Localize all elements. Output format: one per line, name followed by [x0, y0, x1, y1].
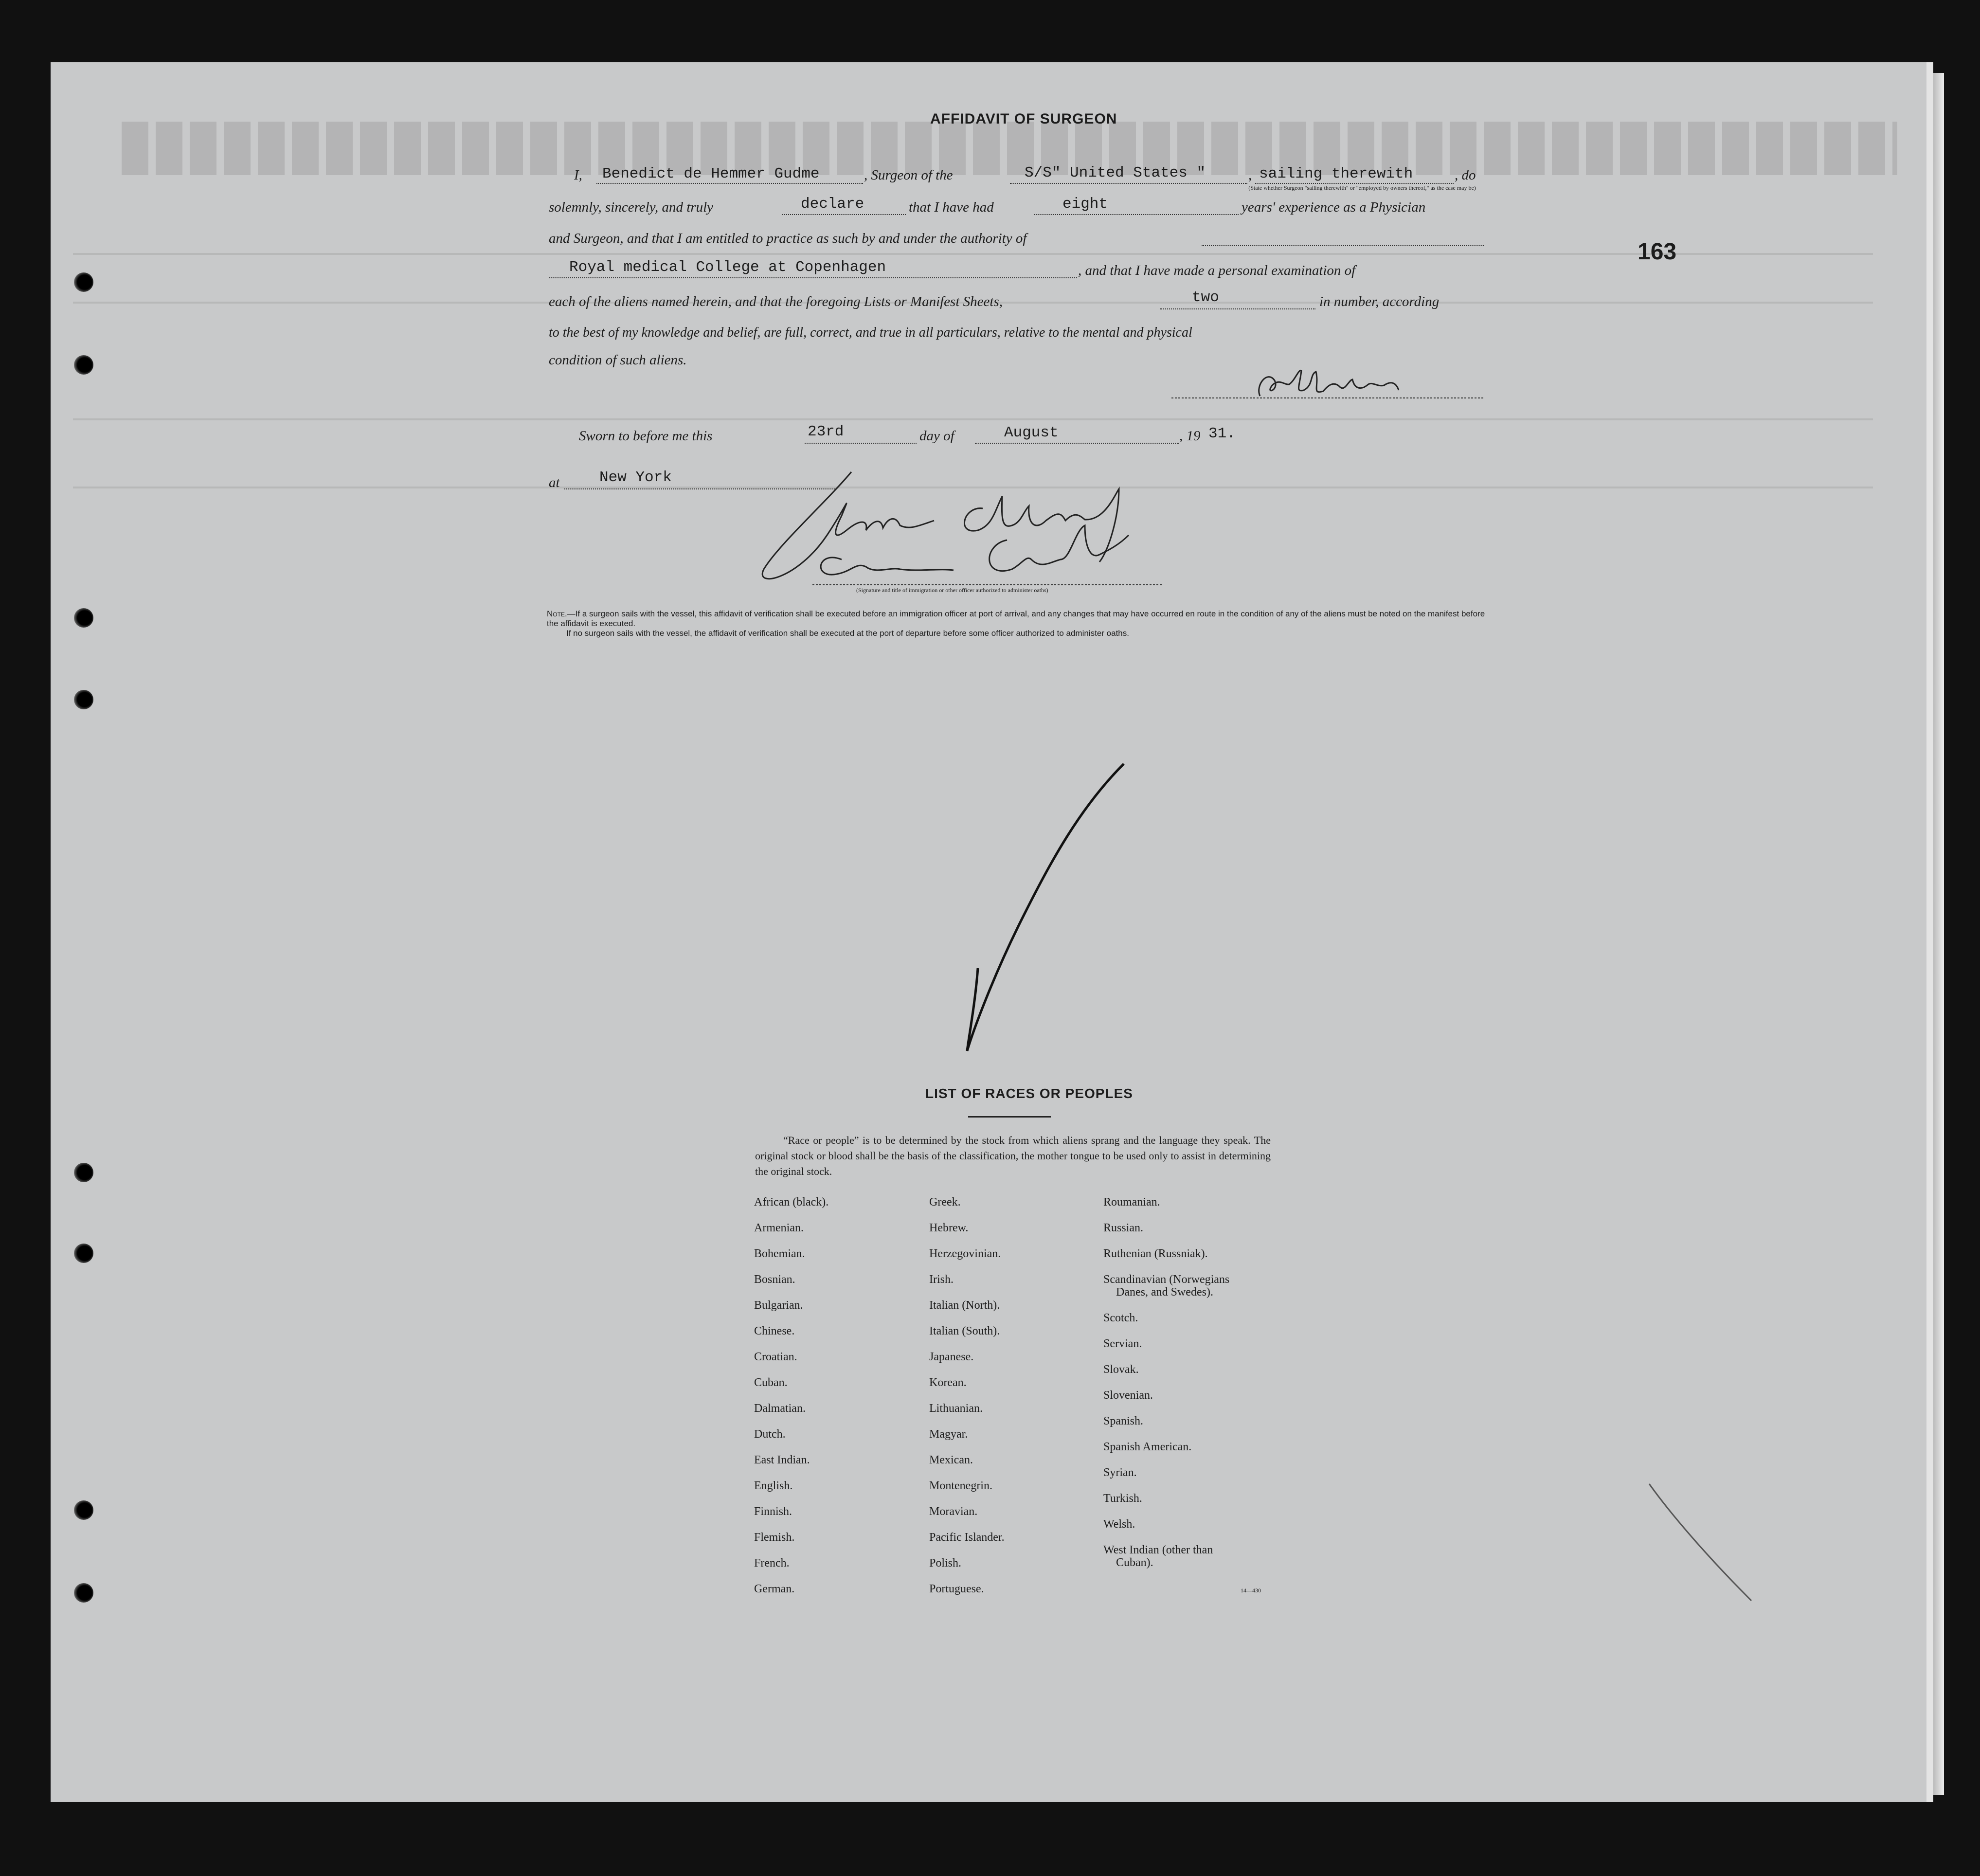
- race-item: African (black).: [754, 1196, 829, 1209]
- race-item: Spanish.: [1103, 1415, 1144, 1427]
- race-item: Russian.: [1103, 1222, 1144, 1234]
- race-item: Irish.: [929, 1273, 954, 1286]
- note-text-1: —If a surgeon sails with the vessel, this affidavit of verification shall be executed before an immigration officer at port of arrival, and any changes that may have occurred en route in the condition of any of the aliens must be noted on the manifest before the affidavit is executed.: [547, 609, 1485, 628]
- day-line: [805, 443, 917, 444]
- form-code: 14—430: [1241, 1587, 1261, 1594]
- race-item: Dalmatian.: [754, 1402, 806, 1415]
- race-item: Bosnian.: [754, 1273, 795, 1286]
- race-item: French.: [754, 1557, 790, 1569]
- affidavit-title: AFFIDAVIT OF SURGEON: [930, 111, 1117, 127]
- race-item: Danes, and Swedes).: [1116, 1286, 1213, 1299]
- bleed-through-rule: [73, 253, 1873, 255]
- punch-hole: [74, 1163, 93, 1182]
- text-at: at: [549, 475, 560, 490]
- text-i: I,: [574, 167, 582, 183]
- sailing-line: [1255, 183, 1454, 184]
- check-mark: [954, 759, 1134, 1061]
- race-item: East Indian.: [754, 1454, 810, 1466]
- punch-hole: [74, 1244, 93, 1263]
- sailing-status: sailing therewith: [1259, 165, 1413, 182]
- officer-signature: [749, 462, 1211, 594]
- text-condition: condition of such aliens.: [549, 352, 687, 368]
- race-item: Greek.: [929, 1196, 961, 1209]
- declare-word: declare: [801, 196, 864, 213]
- race-item: Chinese.: [754, 1325, 795, 1337]
- race-item: Hebrew.: [929, 1222, 969, 1234]
- race-item: Italian (North).: [929, 1299, 1000, 1312]
- race-item: Roumanian.: [1103, 1196, 1160, 1209]
- vessel-name: S/S" United States ": [1025, 164, 1206, 181]
- text-surgeon-of: , Surgeon of the: [864, 167, 953, 183]
- surgeon-signature: [1168, 366, 1489, 410]
- punch-hole: [74, 1583, 93, 1603]
- race-item: Turkish.: [1103, 1492, 1142, 1505]
- text-solemnly: solemnly, sincerely, and truly: [549, 199, 714, 215]
- text-in-number: in number, according: [1319, 294, 1440, 309]
- bleed-through-banner: [122, 122, 1897, 175]
- race-item: Spanish American.: [1103, 1441, 1192, 1453]
- race-item: Pacific Islander.: [929, 1531, 1005, 1544]
- authority: Royal medical College at Copenhagen: [569, 259, 886, 276]
- authority-line-2: [549, 277, 1077, 278]
- sworn-day: 23rd: [808, 423, 844, 440]
- race-item: Montenegrin.: [929, 1479, 992, 1492]
- text-and-surgeon: and Surgeon, and that I am entitled to practice as such by and under the authority of: [549, 231, 1027, 246]
- authority-line-1: [1202, 245, 1484, 246]
- text-years-experience: years' experience as a Physician: [1242, 199, 1426, 215]
- punch-hole: [74, 608, 93, 628]
- sworn-month: August: [1004, 424, 1059, 441]
- race-item: Slovenian.: [1103, 1389, 1153, 1402]
- race-item: Cuban).: [1116, 1556, 1153, 1569]
- month-line: [975, 443, 1179, 444]
- text-that-had: that I have had: [909, 199, 994, 215]
- race-item: Cuban.: [754, 1376, 788, 1389]
- race-item: Portuguese.: [929, 1583, 984, 1595]
- race-item: Italian (South).: [929, 1325, 1000, 1337]
- years-line: [1034, 214, 1239, 215]
- race-item: Mexican.: [929, 1454, 973, 1466]
- officer-caption: (Signature and title of immigration or other officer authorized to administer oaths): [856, 587, 1048, 594]
- race-item: Korean.: [929, 1376, 967, 1389]
- race-item: Syrian.: [1103, 1466, 1137, 1479]
- race-item: Scandinavian (Norwegians: [1103, 1273, 1230, 1286]
- bleed-through-rule: [73, 418, 1873, 420]
- race-item: Servian.: [1103, 1337, 1142, 1350]
- affidavit-note: [547, 609, 1486, 638]
- race-item: Bulgarian.: [754, 1299, 803, 1312]
- race-item: German.: [754, 1583, 795, 1595]
- page-number: 163: [1638, 239, 1677, 265]
- races-intro: “Race or people” is to be determined by the stock from which aliens sprang and the language they speak. The original stock or blood shall be the basis of the classification, the mother tongue to be used only to assist in determining the original stock.: [755, 1134, 1271, 1177]
- race-item: Dutch.: [754, 1428, 786, 1441]
- races-title-rule: [968, 1116, 1051, 1118]
- punch-hole: [74, 1500, 93, 1520]
- years-count: eight: [1062, 196, 1108, 213]
- race-item: English.: [754, 1479, 793, 1492]
- race-item: Japanese.: [929, 1351, 974, 1363]
- race-item: Herzegovinian.: [929, 1247, 1001, 1260]
- race-item: Moravian.: [929, 1505, 978, 1518]
- text-each-alien: each of the aliens named herein, and that the foregoing Lists or Manifest Sheets,: [549, 294, 1003, 309]
- sworn-place: New York: [599, 469, 672, 486]
- race-item: Croatian.: [754, 1351, 797, 1363]
- race-item: Ruthenian (Russniak).: [1103, 1247, 1208, 1260]
- race-item: West Indian (other than: [1103, 1544, 1213, 1556]
- punch-hole: [74, 272, 93, 292]
- sailing-note: (State whether Surgeon "sailing therewith" or "employed by owners thereof," as the case may be): [1248, 184, 1476, 191]
- note-label: Note.: [547, 609, 567, 618]
- race-item: Armenian.: [754, 1222, 804, 1234]
- surgeon-name-line: [596, 183, 863, 184]
- race-item: Finnish.: [754, 1505, 792, 1518]
- vessel-line: [1010, 183, 1247, 184]
- race-item: Lithuanian.: [929, 1402, 983, 1415]
- race-item: Scotch.: [1103, 1312, 1138, 1324]
- text-year-prefix: , 19: [1179, 428, 1201, 444]
- note-text-2: If no surgeon sails with the vessel, the affidavit of verification shall be executed at the port of departure before some officer authorized to administer oaths.: [566, 629, 1129, 638]
- punch-hole: [74, 690, 93, 709]
- text-best-knowledge: to the best of my knowledge and belief, are full, correct, and true in all particulars, relative to the mental and physical: [549, 325, 1192, 340]
- race-item: Welsh.: [1103, 1518, 1135, 1531]
- race-item: Flemish.: [754, 1531, 795, 1544]
- races-title: LIST OF RACES OR PEOPLES: [925, 1086, 1133, 1101]
- text-personal-exam: , and that I have made a personal examination of: [1078, 263, 1356, 278]
- declare-line: [782, 214, 906, 215]
- race-item: Polish.: [929, 1557, 962, 1569]
- sworn-year: 31.: [1208, 425, 1236, 442]
- surgeon-name: Benedict de Hemmer Gudme: [602, 165, 820, 182]
- page-edge: [1933, 73, 1944, 1795]
- race-item: Magyar.: [929, 1428, 968, 1441]
- text-day-of: day of: [919, 428, 954, 444]
- race-item: Bohemian.: [754, 1247, 805, 1260]
- punch-hole: [74, 355, 93, 375]
- sheets-count: two: [1192, 289, 1219, 306]
- text-do: , do: [1455, 167, 1476, 183]
- stray-pencil-mark: [1644, 1479, 1761, 1605]
- race-item: Slovak.: [1103, 1363, 1139, 1376]
- sheets-line: [1160, 308, 1315, 309]
- text-comma: ,: [1248, 167, 1252, 183]
- text-sworn: Sworn to before me this: [579, 428, 713, 444]
